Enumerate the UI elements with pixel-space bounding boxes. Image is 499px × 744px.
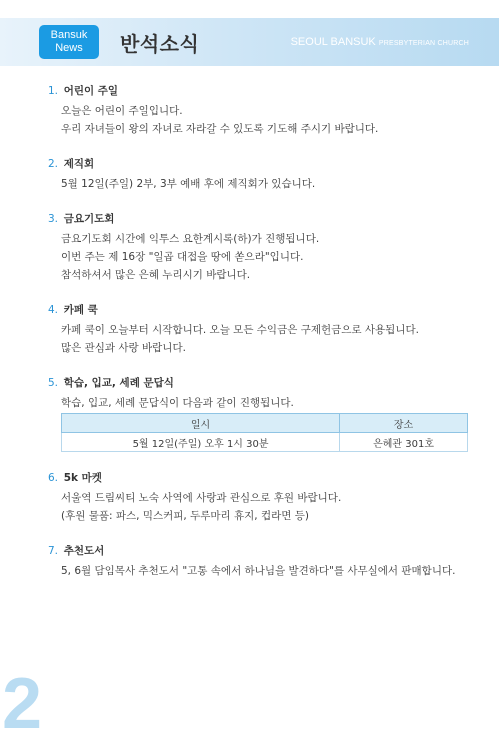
news-item-line: 우리 자녀들이 왕의 자녀로 자라갈 수 있도록 기도해 주시기 바랍니다.: [61, 123, 379, 135]
news-item-line: 서울역 드림씨티 노숙 사역에 사랑과 관심으로 후원 바랍니다.: [61, 492, 342, 504]
news-item-title: 금요기도회: [63, 213, 115, 225]
news-item-line: 많은 관심과 사랑 바랍니다.: [61, 342, 186, 354]
news-item-line: 5, 6월 담임목사 추천도서 "고통 속에서 하나님을 발견하다"를 사무실에서 판매합니다.: [61, 565, 456, 577]
news-item-line: 학습, 입교, 세례 문답식이 다음과 같이 진행됩니다.: [61, 397, 294, 409]
header-band: [0, 18, 499, 66]
news-item-title: 카페 쿡: [63, 304, 98, 316]
news-item-title: 5k 마켓: [63, 472, 102, 484]
logo-line1: Bansuk: [50, 29, 88, 41]
news-item: [48, 156, 468, 193]
news-item-number: 4.: [48, 304, 59, 316]
news-item-number: 3.: [48, 213, 59, 225]
news-item: [48, 543, 468, 580]
news-item-title: 추천도서: [63, 545, 105, 557]
news-list: [48, 83, 468, 598]
table-header-row: [62, 414, 468, 433]
church-name: [291, 36, 469, 48]
table-header-cell: 일시: [62, 414, 340, 433]
schedule-table: [61, 413, 468, 452]
news-item-heading: [48, 470, 468, 485]
news-item-title: 제직회: [63, 158, 95, 170]
logo-line2: News: [55, 42, 83, 54]
news-item-heading: [48, 156, 468, 171]
church-name-sub: PRESBYTERIAN CHURCH: [378, 40, 469, 47]
news-item: [48, 211, 468, 284]
news-item-number: 1.: [48, 85, 59, 97]
table-cell: 5월 12일(주일) 오후 1시 30분: [62, 433, 340, 452]
news-item-heading: [48, 302, 468, 317]
news-item: [48, 375, 468, 452]
news-item-line: 참석하셔서 많은 은혜 누리시기 바랍니다.: [61, 269, 251, 281]
news-item-heading: [48, 543, 468, 558]
table-row: [62, 433, 468, 452]
news-item-line: (후원 물품: 파스, 믹스커피, 두루마리 휴지, 컵라면 등): [61, 510, 309, 522]
news-item: [48, 470, 468, 525]
news-item-line: 오늘은 어린이 주일입니다.: [61, 105, 183, 117]
page-title: 반석소식: [120, 32, 200, 56]
news-item-number: 2.: [48, 158, 59, 170]
news-item-line: 카페 쿡이 오늘부터 시작합니다. 오늘 모든 수익금은 구제헌금으로 사용됩니다.: [61, 324, 419, 336]
news-item-line: 이번 주는 제 16장 "일곱 대접을 땅에 쏟으라"입니다.: [61, 251, 304, 263]
news-item-heading: [48, 375, 468, 390]
bansuk-news-logo: [39, 25, 99, 59]
news-item-title: 어린이 주일: [63, 85, 119, 97]
news-item-heading: [48, 83, 468, 98]
news-item: [48, 83, 468, 138]
table-header-cell: 장소: [340, 414, 468, 433]
page-number: 2: [2, 664, 43, 744]
news-item-line: 금요기도회 시간에 익투스 요한계시록(하)가 진행됩니다.: [61, 233, 320, 245]
news-item-number: 6.: [48, 472, 59, 484]
news-item-number: 5.: [48, 377, 59, 389]
church-name-main: SEOUL BANSUK: [290, 36, 376, 48]
news-item-line: 5월 12일(주일) 2부, 3부 예배 후에 제직회가 있습니다.: [61, 178, 316, 190]
news-item-heading: [48, 211, 468, 226]
table-cell: 은혜관 301호: [340, 433, 468, 452]
news-item-number: 7.: [48, 545, 59, 557]
news-item-title: 학습, 입교, 세례 문답식: [63, 377, 174, 389]
news-item: [48, 302, 468, 357]
